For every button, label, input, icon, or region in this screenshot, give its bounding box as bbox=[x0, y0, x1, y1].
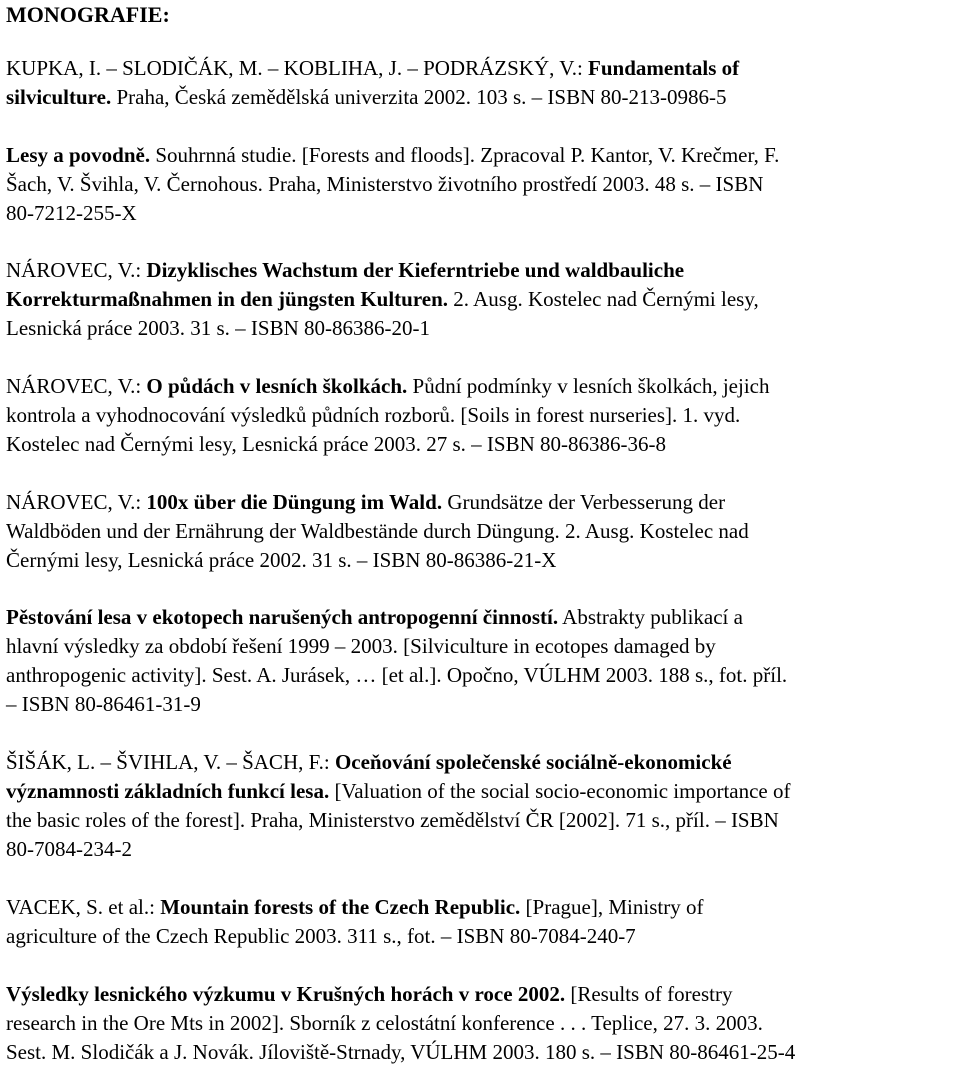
entry-text: 80-7212-255-X bbox=[6, 201, 137, 225]
entry-text: kontrola a vyhodnocování výsledků půdních rozborů. [Soils in forest nurseries]. 1. vyd. bbox=[6, 403, 741, 427]
entry-title: Výsledky lesnického výzkumu v Krušných horách v roce 2002. bbox=[6, 982, 566, 1006]
bibliography-entry bbox=[6, 748, 790, 864]
entry-text: VACEK, S. et al.: bbox=[6, 895, 161, 919]
entry-text: Šach, V. Švihla, V. Černohous. Praha, Ministerstvo životního prostředí 2003. 48 s. – ISBN bbox=[6, 172, 764, 196]
entry-text: Praha, Česká zemědělská univerzita 2002. 103 s. – ISBN 80-213-0986-5 bbox=[111, 85, 727, 109]
entry-line bbox=[6, 141, 779, 170]
entry-text: NÁROVEC, V.: bbox=[6, 374, 147, 398]
entry-text: Kostelec nad Černými lesy, Lesnická práce 2003. 27 s. – ISBN 80-86386-36-8 bbox=[6, 432, 666, 456]
entry-line bbox=[6, 748, 790, 777]
entry-text: KUPKA, I. – SLODIČÁK, M. – KOBLIHA, J. – PODRÁZSKÝ, V.: bbox=[6, 56, 589, 80]
entry-line bbox=[6, 256, 759, 285]
entry-line bbox=[6, 806, 790, 835]
entry-title: Oceňování společenské sociálně-ekonomické bbox=[334, 750, 732, 774]
entry-text: 2. Ausg. Kostelec nad Černými lesy, bbox=[448, 287, 759, 311]
entry-line bbox=[6, 314, 759, 343]
entry-title: Fundamentals of bbox=[588, 56, 740, 80]
entry-title: O půdách v lesních školkách. bbox=[146, 374, 408, 398]
entry-text: – ISBN 80-86461-31-9 bbox=[6, 692, 201, 716]
entry-line bbox=[6, 546, 749, 575]
entry-text: ŠIŠÁK, L. – ŠVIHLA, V. – ŠACH, F.: bbox=[6, 750, 335, 774]
entry-line bbox=[6, 980, 795, 1009]
bibliography-entry bbox=[6, 488, 749, 575]
entry-title: 100x über die Düngung im Wald. bbox=[146, 490, 443, 514]
entry-text: Sest. M. Slodičák a J. Novák. Jíloviště-Strnady, VÚLHM 2003. 180 s. – ISBN 80-86461-25-4 bbox=[6, 1040, 796, 1064]
entry-line bbox=[6, 603, 787, 632]
entry-text: agriculture of the Czech Republic 2003. 311 s., fot. – ISBN 80-7084-240-7 bbox=[6, 924, 636, 948]
entry-line bbox=[6, 1009, 795, 1038]
bibliography-entry bbox=[6, 141, 779, 228]
document-page bbox=[6, 0, 956, 1064]
entry-line bbox=[6, 372, 769, 401]
entry-line bbox=[6, 632, 787, 661]
entry-line bbox=[6, 401, 769, 430]
entry-line bbox=[6, 430, 769, 459]
entry-text: Půdní podmínky v lesních školkách, jejich bbox=[407, 374, 770, 398]
bibliography-entry bbox=[6, 372, 769, 459]
entry-line bbox=[6, 199, 779, 228]
entry-text: Souhrnná studie. [Forests and floods]. Zpracoval P. Kantor, V. Krečmer, F. bbox=[150, 143, 780, 167]
entry-text: Abstrakty publikací a bbox=[558, 605, 743, 629]
entry-line bbox=[6, 661, 787, 690]
entry-text: [Results of forestry bbox=[565, 982, 733, 1006]
entry-text: [Valuation of the social socio-economic importance of bbox=[329, 779, 791, 803]
entry-line bbox=[6, 54, 739, 83]
entry-text: NÁROVEC, V.: bbox=[6, 258, 147, 282]
entry-text: anthropogenic activity]. Sest. A. Jurásek, … [et al.]. Opočno, VÚLHM 2003. 188 s., fot. příl. bbox=[6, 663, 788, 687]
entry-line bbox=[6, 488, 749, 517]
entry-title: Pěstování lesa v ekotopech narušených antropogenní činností. bbox=[6, 605, 559, 629]
entry-line bbox=[6, 690, 787, 719]
entry-line bbox=[6, 285, 759, 314]
entry-text: the basic roles of the forest]. Praha, Ministerstvo zemědělství ČR [2002]. 71 s., příl. – ISBN bbox=[6, 808, 779, 832]
bibliography-entry bbox=[6, 980, 795, 1067]
entry-line bbox=[6, 893, 703, 922]
entry-line bbox=[6, 517, 749, 546]
entry-text: Grundsätze der Verbesserung der bbox=[442, 490, 726, 514]
entry-text: [Prague], Ministry of bbox=[520, 895, 704, 919]
bibliography-entry bbox=[6, 893, 703, 951]
entry-title: Mountain forests of the Czech Republic. bbox=[160, 895, 521, 919]
entry-title: Lesy a povodně. bbox=[6, 143, 151, 167]
entry-text: Waldböden und der Ernährung der Waldbestände durch Düngung. 2. Ausg. Kostelec nad bbox=[6, 519, 749, 543]
entry-text: Lesnická práce 2003. 31 s. – ISBN 80-86386-20-1 bbox=[6, 316, 430, 340]
entry-line bbox=[6, 922, 703, 951]
entry-text: research in the Ore Mts in 2002]. Sborník z celostátní konference . . . Teplice, 27. 3. 2003. bbox=[6, 1011, 763, 1035]
entry-line bbox=[6, 835, 790, 864]
entry-title: Dizyklisches Wachstum der Kieferntriebe und waldbauliche bbox=[146, 258, 685, 282]
entry-title: Korrekturmaßnahmen in den jüngsten Kulturen. bbox=[6, 287, 449, 311]
section-heading: MONOGRAFIE: bbox=[6, 2, 170, 27]
entry-text: Černými lesy, Lesnická práce 2002. 31 s. – ISBN 80-86386-21-X bbox=[6, 548, 557, 572]
bibliography-entry bbox=[6, 256, 759, 343]
entry-text: 80-7084-234-2 bbox=[6, 837, 132, 861]
entry-text: hlavní výsledky za období řešení 1999 – 2003. [Silviculture in ecotopes damaged by bbox=[6, 634, 716, 658]
entry-line bbox=[6, 777, 790, 806]
entry-text: NÁROVEC, V.: bbox=[6, 490, 147, 514]
entry-title: silviculture. bbox=[6, 85, 112, 109]
bibliography-entry bbox=[6, 54, 739, 112]
entry-line bbox=[6, 170, 779, 199]
entry-title: významnosti základních funkcí lesa. bbox=[6, 779, 330, 803]
entry-line bbox=[6, 1038, 795, 1067]
entry-line bbox=[6, 83, 739, 112]
bibliography-entry bbox=[6, 603, 787, 719]
